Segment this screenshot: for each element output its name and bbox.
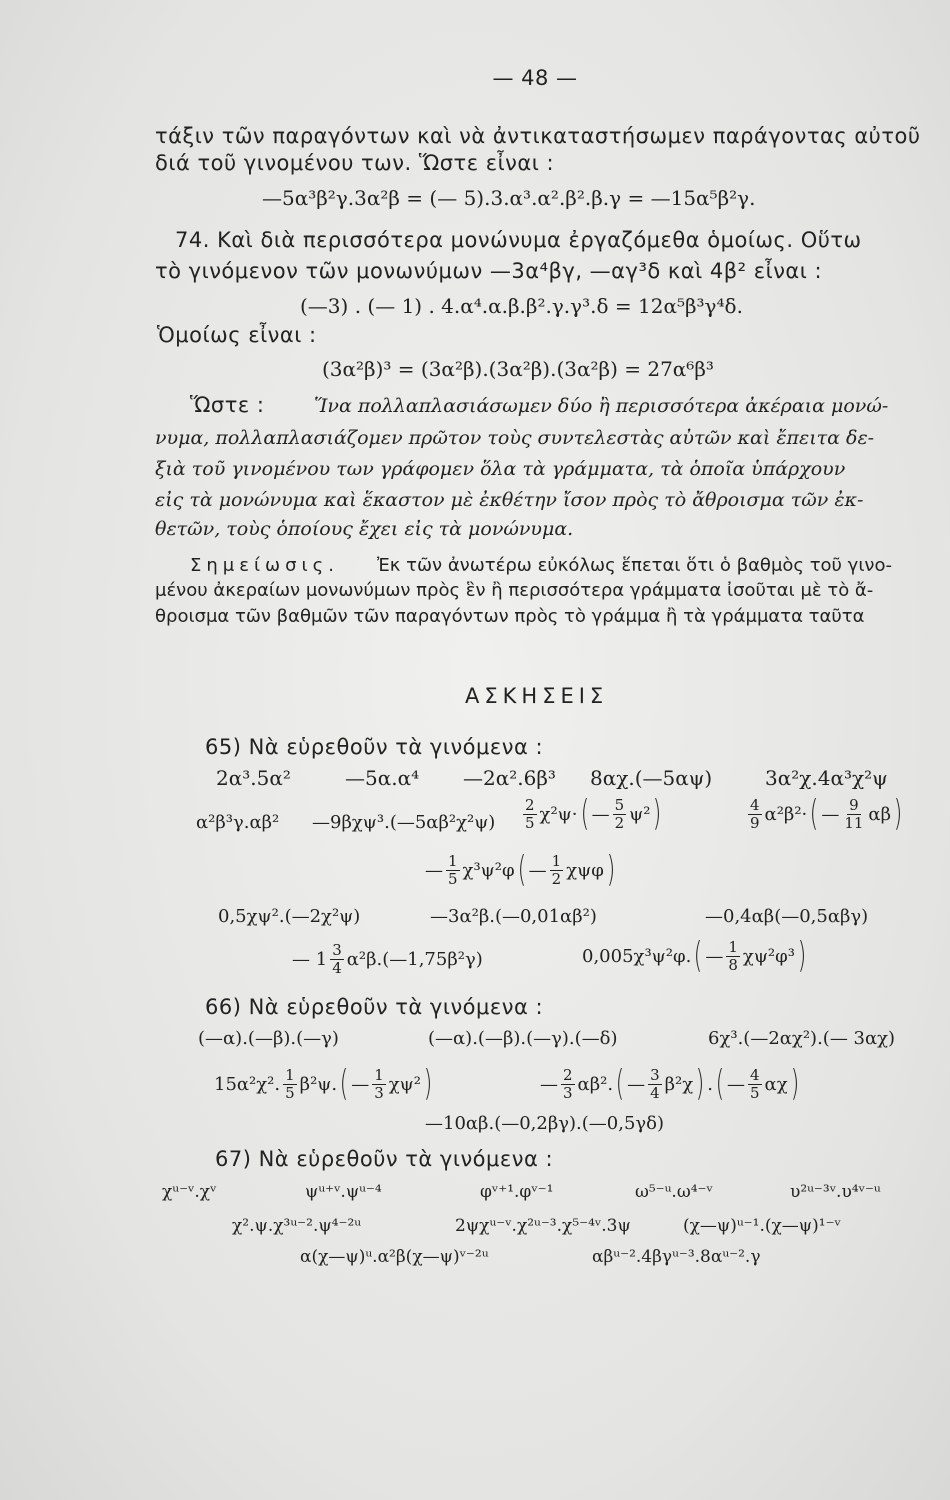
section-74-equation-1: (—3) . (— 1) . 4.α⁴.α.β.β².γ.γ³.δ = 12α⁵β³γ⁴δ. bbox=[300, 294, 743, 318]
rule-line-3: ξιὰ τοῦ γινομένου των γράφομεν ὅλα τὰ γράμματα, τὰ ὁποῖα ὑπάρχουν bbox=[155, 458, 846, 480]
exercise-67-item: (χ—ψ)ᵘ⁻¹.(χ—ψ)¹⁻ᵛ bbox=[683, 1216, 841, 1236]
note-label: Σημείωσις. bbox=[190, 555, 339, 576]
fraction: $\frac{4}{5}$ bbox=[750, 1065, 760, 1102]
exercise-67-item: ψᵘ⁺ᵛ.ψᵘ⁻⁴ bbox=[305, 1182, 382, 1202]
fraction: $\frac{1}{3}$ bbox=[374, 1065, 384, 1102]
exercise-67-item: χᵘ⁻ᵛ.χᵛ bbox=[162, 1182, 217, 1202]
rule-line-1: Ἵνα πολλαπλασιάσωμεν δύο ἢ περισσότερα ἀκέραια μονώ- bbox=[314, 395, 889, 417]
exercise-67-item: φᵛ⁺¹.φᵛ⁻¹ bbox=[480, 1182, 554, 1202]
exercise-65-item: 0,5χψ².(—2χ²ψ) bbox=[218, 906, 361, 927]
intro-line-1: τάξιν τῶν παραγόντων καὶ νὰ ἀντικαταστήσωμεν παράγοντας αὐτοῦ bbox=[155, 124, 921, 148]
section-74-line-1: 74. Καὶ διὰ περισσότερα μονώνυμα ἐργαζόμεθα ὁμοίως. Οὕτω bbox=[175, 228, 862, 252]
exercise-67-item: 2ψχᵘ⁻ᵛ.χ²ᵘ⁻³.χ⁵⁻⁴ᵛ.3ψ bbox=[455, 1216, 631, 1236]
exercise-66-item: (—α).(—β).(—γ) bbox=[198, 1028, 339, 1049]
fraction: $\frac{5}{2}$ bbox=[614, 795, 625, 832]
intro-line-2: διά τοῦ γινομένου των. Ὥστε εἶναι : bbox=[155, 151, 555, 175]
exercise-66-item: — $\frac{2}{3}$ αβ². ( — $\frac{3}{4}$ β²χ ) . ( — $\frac{4}{5}$ αχ ) bbox=[540, 1063, 799, 1104]
exercise-67-item: α(χ—ψ)ᵘ.α²β(χ—ψ)ᵛ⁻²ᵘ bbox=[300, 1247, 489, 1267]
exercise-66-item: 15α²χ². $\frac{1}{5}$ β²ψ. ( — $\frac{1}{3}$ χψ² ) bbox=[214, 1063, 433, 1104]
exercise-66-title: 66) Νὰ εὑρεθοῦν τὰ γινόμενα : bbox=[205, 995, 544, 1019]
fraction: $\frac{3}{4}$ bbox=[650, 1065, 660, 1102]
exercise-65-item: —3α²β.(—0,01αβ²) bbox=[430, 906, 597, 927]
section-74-equation-2: (3α²β)³ = (3α²β).(3α²β).(3α²β) = 27α⁶β³ bbox=[322, 357, 714, 381]
rule-line-2: νυμα, πολλαπλασιάζομεν πρῶτον τοὺς συντελεστὰς αὐτῶν καὶ ἔπειτα δε- bbox=[155, 427, 875, 449]
exercise-65-item: 2α³.5α² bbox=[216, 766, 291, 790]
rule-line-4: εἰς τὰ μονώνυμα καὶ ἕκαστον μὲ ἐκθέτην ἴσον πρὸς τὸ ἄθροισμα τῶν ἐκ- bbox=[155, 489, 864, 511]
exercise-65-item: — 1 $\frac{3}{4}$ α²β.(—1,75β²γ) bbox=[292, 941, 483, 977]
fraction: $\frac{2}{3}$ bbox=[563, 1065, 573, 1102]
exercises-heading: ΑΣΚΗΣΕΙΣ bbox=[465, 684, 609, 708]
exercise-66-item: 6χ³.(—2αχ²).(— 3αχ) bbox=[708, 1028, 896, 1049]
fraction: $\frac{2}{5}$ bbox=[525, 795, 535, 832]
page-number: — 48 — bbox=[492, 66, 578, 90]
exercise-67-item: υ²ᵘ⁻³ᵛ.υ⁴ᵛ⁻ᵘ bbox=[790, 1182, 881, 1202]
note-line-1: Ἐκ τῶν ἀνωτέρω εὐκόλως ἕπεται ὅτι ὁ βαθμὸς τοῦ γινο- bbox=[377, 555, 892, 576]
rule-line-5: θετῶν, τοὺς ὁποίους ἔχει εἰς τὰ μονώνυμα. bbox=[155, 518, 574, 540]
exercise-66-item: (—α).(—β).(—γ).(—δ) bbox=[428, 1028, 618, 1049]
exercise-65-item: —9βχψ³.(—5αβ²χ²ψ) bbox=[312, 812, 496, 833]
exercise-66-item: —10αβ.(—0,2βγ).(—0,5γδ) bbox=[425, 1113, 665, 1134]
rule-label: Ὥστε : bbox=[190, 393, 265, 417]
fraction: $\frac{4}{9}$ bbox=[750, 795, 760, 832]
exercise-67-title: 67) Νὰ εὑρεθοῦν τὰ γινόμενα : bbox=[215, 1147, 554, 1171]
exercise-65-item: —0,4αβ(—0,5αβγ) bbox=[705, 906, 869, 927]
intro-equation: —5α³β²γ.3α²β = (— 5).3.α³.α².β².β.γ = —15α⁵β²γ. bbox=[262, 186, 756, 210]
exercise-65-item: α²β³γ.αβ² bbox=[196, 812, 280, 833]
exercise-65-title: 65) Νὰ εὑρεθοῦν τὰ γινόμενα : bbox=[205, 735, 544, 759]
fraction: $\frac{3}{4}$ bbox=[332, 941, 342, 977]
note-line-2: μένου ἀκεραίων μονωνύμων πρὸς ἓν ἢ περισσότερα γράμματα ἰσοῦται μὲ τὸ ἄ- bbox=[155, 580, 874, 601]
exercise-65-item: 3α²χ.4α³χ²ψ bbox=[765, 766, 888, 790]
note-line-3: θροισμα τῶν βαθμῶν τῶν παραγόντων πρὸς τὸ γράμμα ἢ τὰ γράμματα ταῦτα bbox=[155, 606, 865, 627]
fraction: $\frac{1}{2}$ bbox=[551, 851, 562, 888]
fraction: $\frac{9}{11}$ bbox=[844, 795, 864, 832]
exercise-65-item: —5α.α⁴ bbox=[345, 766, 420, 790]
exercise-65-item: 0,005χ³ψ²φ. ( — $\frac{1}{8}$ χψ²φ³ ) bbox=[582, 935, 807, 976]
exercise-65-item: 8αχ.(—5αψ) bbox=[590, 766, 713, 790]
fraction: $\frac{1}{5}$ bbox=[285, 1065, 295, 1102]
exercise-65-item: $\frac{2}{5}$ χ²ψ · ( — $\frac{5}{2}$ ψ² ) bbox=[525, 793, 662, 834]
section-74-line-2: τὸ γινόμενον τῶν μονωνύμων —3α⁴βγ, —αγ³δ καὶ 4β² εἶναι : bbox=[155, 259, 823, 283]
exercise-67-item: χ².ψ.χ³ᵘ⁻².ψ⁴⁻²ᵘ bbox=[232, 1216, 362, 1236]
exercise-67-item: αβᵘ⁻².4βγᵘ⁻³.8αᵘ⁻².γ bbox=[592, 1247, 761, 1267]
exercise-67-item: ω⁵⁻ᵘ.ω⁴⁻ᵛ bbox=[635, 1182, 713, 1202]
exercise-65-item: — $\frac{1}{5}$ χ³ψ²φ ( — $\frac{1}{2}$ χψφ ) bbox=[425, 849, 616, 890]
exercise-65-item: $\frac{4}{9}$ α²β² · ( — $\frac{9}{11}$ αβ ) bbox=[750, 793, 903, 834]
fraction: $\frac{1}{5}$ bbox=[448, 851, 458, 888]
exercise-65-item: —2α².6β³ bbox=[463, 766, 556, 790]
similarly-label: Ὁμοίως εἶναι : bbox=[157, 323, 317, 347]
fraction: $\frac{1}{8}$ bbox=[728, 937, 738, 974]
